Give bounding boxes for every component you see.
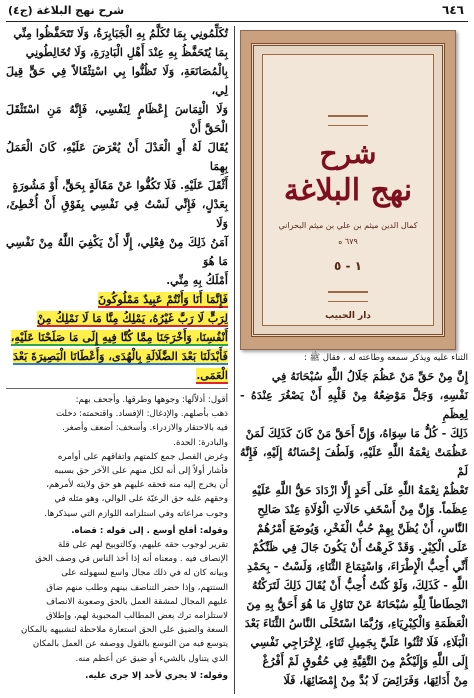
cover-date: ٦٧٩ ه <box>338 237 358 246</box>
cover-title-line1: شرح <box>319 137 377 170</box>
highlight-line: الْعَمَى. <box>196 368 228 382</box>
page-number: ٦٤٦ <box>442 3 464 17</box>
poetry-line: مِنْ أَدَائِهَا، وَفَرَائِضَ لَا بُدَّ مِنْ إِمْضَائِهَا، فَلَا <box>283 673 468 687</box>
poetry-line: الْبَلَاءِ، فَلَا تُثْنُوا عَلَيَّ بِجَمِيلِ ثَنَاءٍ، لِإِخْرَاجِي نَفْسِي <box>250 635 468 649</box>
poetry-line: أَنِّي أُحِبُّ الْإِطْرَاءَ، وَاسْتِمَاعَ الثَّنَاءِ، وَلَسْتُ - بِحَمْدِ <box>247 559 468 573</box>
header-rule <box>6 21 468 22</box>
highlight-line: لِرَبٍّ لَا رَبَّ غَيْرُهُ، يَمْلِكُ مِنَّا مَا لَا نَمْلِكُ مِنْ <box>37 311 228 325</box>
poetry-line: الْعَظَمَةِ وَالْكِبْرِيَاءِ، وَرُبَّمَا اسْتَحْلَى النَّاسُ الثَّنَاءَ بَعْدَ <box>244 616 468 630</box>
explanation-line: عليهم المجال لمشقة العمل بالحق وصعوبة الانصاف <box>46 596 228 607</box>
poetry-line: عَلَى الْكِبْرِ. وَقَدْ كَرِهْتُ أَنْ يَكُونَ جَالَ فِي ظَنِّكُمْ <box>252 540 468 554</box>
poetry-line: إِلَى اللَّهِ وَإِلَيْكُمْ مِنَ التَّقِيَّةِ فِي حُقُوقٍ لَمْ أَفْرُغْ <box>262 654 468 668</box>
cover-volume: ١ - ٥ <box>334 259 362 273</box>
highlighted-passage <box>6 290 228 385</box>
poetry-line: تُكَلِّمُونِي بِمَا تُكَلَّمُ بِهِ الْجَبَابِرَةُ، وَلَا تَتَحَفَّظُوا مِنِّي <box>13 26 228 40</box>
explanation-line: أقول: أذلاّلها: وجوهها وطرقها. وأجحف بهم: <box>75 395 228 405</box>
explanation-line: فيه بالاحتقار والازدراء. وأسخف: أضعف وأصغر. <box>62 423 228 434</box>
poetry-line: بِالْمُصَانَعَةِ، وَلَا تَظُنُّوا بِي اسْتِثْقَالاً فِي حَقٍّ قِيلَ لِي، <box>6 64 228 97</box>
running-title: شرح نهج البلاغة (ج٤) <box>8 4 125 17</box>
explanation-line: الذي يتناول بالشيء أو ضيق عن أعظم منه. <box>75 653 228 664</box>
poetry-line: النَّاسِ، أَنْ يُظَنَّ بِهِمْ حُبُّ الْفَخْرِ، وَيُوضَعَ أَمْرُهُمْ <box>256 521 468 535</box>
poetry-line: نَفْسِهِ، وَجَلَّ مَوْضِعُهُ مِنْ قَلْبِهِ أَنْ يَصْغُرَ عِنْدَهُ - لِعِظَمِ <box>240 388 468 421</box>
explanation-line: وحقهم عليه حق الرعيّة على الوالي، وهو مثله في <box>54 494 228 505</box>
explanation-line: والبادرة: الحدة. <box>173 437 228 448</box>
page-header <box>0 0 474 22</box>
explanation-line: وبيانه كان له في ذلك مجال واسع لسهولته على <box>61 568 228 579</box>
explanation-line: الإنصاف فيه . ومعناه أنه إذا أخذ الناس في وصف الحق <box>35 554 228 565</box>
explanation-line: وقوله: أفلح أوسع . إلى قوله : قضاه. <box>71 525 228 536</box>
poetry-line: وَلَا الْتِمَاسَ إِعْظَامٍ لِنَفْسِي، فَإِنَّهُ مَنِ اسْتَثْقَلَ الْحَقَّ أَنْ <box>6 102 228 135</box>
cover-frame <box>251 43 445 337</box>
explanation-line: السنتهم، وإذا حضر التناصف بينهم وطلب منهم ضاق <box>46 582 228 593</box>
explanation-line: لاستلزامه ترك بعض المطالب المحبوبة لهم، وإطلاق <box>45 611 228 622</box>
cover-author: كمال الدين ميثم بن علي بن ميثم البحراني <box>278 221 418 230</box>
poetry-line: آمَنُ ذَلِكَ مِنْ فِعْلِي، إِلَّا أَنْ يَكْفِيَ اللَّهُ مِنْ نَفْسِي مَا هُوَ <box>6 235 228 268</box>
poetry-line: عَظُمَتْ نِعْمَةُ اللَّهِ عَلَيْهِ، وَلَطُفَ إِحْسَانُهُ إِلَيْهِ، فَإِنَّهُ لَمْ <box>240 445 468 478</box>
poetry-line: عِظَماً. وَإِنَّ مِنْ أَسْخَفِ حَالَاتِ الْوُلَاةِ عِنْدَ صَالِحِ <box>257 502 468 516</box>
explanation-line: وقوله: لا يجري لأحد إلا جرى عليه. <box>85 670 228 681</box>
poetry-line: انْحِطَاطاً لِلَّهِ سُبْحَانَهُ عَنْ تَنَاوُلِ مَا هُوَ أَحَقُّ بِهِ مِنَ <box>246 597 468 611</box>
cover-ornament <box>328 115 368 126</box>
intro-line: الثناء عليه ويذكر سمعه وطاعته له ، فقال ﷺ : <box>304 353 468 363</box>
explanation-line: السعة والضيق على الحق استعارة ملاحظة لتشبيهه بالمكان <box>21 625 228 636</box>
explanation-line: فأشار أولاً إلى أنه لكل منهم على الآخر حق بسببه <box>54 466 228 477</box>
poetry-line: تَعْظُمْ نِعْمَةُ اللَّهِ عَلَى أَحَدٍ إِلَّا ازْدَادَ حَقُّ اللَّهِ عَلَيْهِ <box>251 483 468 497</box>
highlight-line: فَأَبْدَلَنَا بَعْدَ الضَّلَالَةِ بِالْهُدَى، وَأَعْطَانَا الْبَصِيرَةَ بَعْدَ <box>13 349 228 363</box>
explanation-line: وغرض الفصل جمع كلمتهم واتفاقهم على أوامره <box>57 451 228 462</box>
poetry-line: يُقَالَ لَهُ أَوِ الْعَدْلَ أَنْ يُعْرَضَ عَلَيْهِ، كَانَ الْعَمَلُ بِهِمَا <box>6 140 228 173</box>
cover-inner-panel <box>262 54 434 326</box>
poetry-line: أَمْلَكُ بِهِ مِنِّي. <box>166 273 228 287</box>
poetry-line: بِمَا يُتَحَفَّظُ بِهِ عِنْدَ أَهْلِ الْبَادِرَةِ، وَلَا تُخَالِطُونِي <box>25 45 228 59</box>
cover-title-line2: نهج البلاغة <box>283 173 413 208</box>
explanation-line: تقرير لوجوب حقه عليهم، وكالتوبيخ لهم على قلة <box>58 540 228 551</box>
explanation-line: وجوب مراعاته وفي استلزامه اللوازم التي سيذكرها. <box>44 508 228 519</box>
right-column <box>240 352 468 690</box>
poetry-line: اللَّهِ - كَذَلِكَ، وَلَوْ كُنْتُ أُحِبُّ أَنْ يُقَالَ ذَلِكَ لَتَرَكْتُهُ <box>252 578 468 592</box>
cover-publisher: دار الحبيب <box>325 311 371 321</box>
explanation-block <box>6 393 228 683</box>
column-divider <box>234 26 235 694</box>
poetry-line: إِنَّ مِنْ حَقِّ مَنْ عَظُمَ جَلَالُ اللَّهِ سُبْحَانَهُ فِي <box>271 369 468 383</box>
left-poetry-block <box>6 24 228 290</box>
highlight-line: فَإِنَّمَا أَنَا وَأَنْتُمْ عَبِيدٌ مَمْلُوكُونَ <box>98 292 228 306</box>
explanation-line: يتوسع فيه من التوسع بالقول ووصفه عن العمل بالمكان <box>32 639 228 650</box>
highlight-line: أَنْفُسِنَا، وَأَخْرَجَنَا مِمَّا كُنَّا فِيهِ إِلَى مَا صَلَحْنَا عَلَيْهِ، <box>10 330 228 344</box>
poetry-line: أَثْقَلَ عَلَيْهِ. فَلَا تَكُفُّوا عَنْ مَقَالَةٍ بِحَقٍّ، أَوْ مَشُورَةٍ <box>12 178 228 192</box>
poetry-line: بِعَدْلٍ، فَإِنِّي لَسْتُ فِي نَفْسِي بِفَوْقِ أَنْ أُخْطِئَ، وَلَا <box>6 197 228 230</box>
poetry-line: ذَلِكَ - كُلُّ مَا سِوَاهُ، وَإِنَّ أَحَقَّ مَنْ كَانَ كَذَلِكَ لَمَنْ <box>245 426 468 440</box>
right-poetry-block <box>240 367 468 690</box>
left-column <box>6 24 228 683</box>
cover-ornament <box>328 291 368 302</box>
section-divider <box>6 388 228 389</box>
explanation-line: أن يخرج إليه منه فحقه عليهم هو حق ولايته لأمرهم، <box>46 480 228 491</box>
book-cover-image <box>240 30 456 350</box>
explanation-line: ذهب بأصلهم. والإدغال: الإفساد. واقتحمته: دخلت <box>55 409 228 420</box>
